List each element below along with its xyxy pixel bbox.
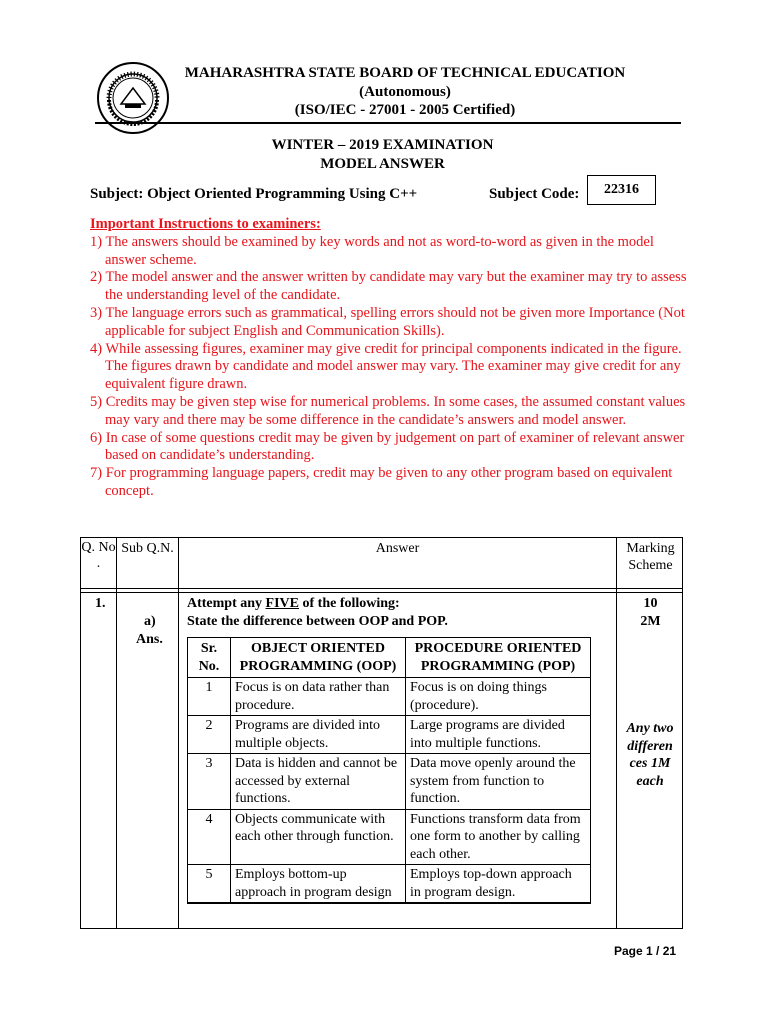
instruction-item: 6) In case of some questions credit may be given by judgement on part of examiner of relevant answer based on candidate’s understanding. — [90, 429, 685, 464]
row-sr: 4 — [188, 809, 231, 865]
header-rule — [95, 122, 681, 124]
marks-a: 2M — [640, 614, 661, 629]
row-pop: Data move openly around the system from function to function. — [406, 754, 591, 810]
row-sr: 5 — [188, 865, 231, 904]
question-number: 1. — [95, 596, 106, 611]
header-marking: Marking Scheme — [626, 541, 675, 573]
row-sr: 1 — [188, 678, 231, 716]
msbte-logo — [95, 60, 171, 136]
row-pop: Large programs are divided into multiple functions. — [406, 716, 591, 754]
instruction-item: 7) For programming language papers, credit may be given to any other program based on equivalent concept. — [90, 465, 673, 499]
row-pop: Functions transform data from one form to another by calling each other. — [406, 809, 591, 865]
table-row — [188, 754, 591, 810]
col-sr-header: Sr. No. — [188, 638, 231, 678]
board-name: MAHARASHTRA STATE BOARD OF TECHNICAL EDUCATION — [184, 65, 626, 81]
row-oop: Focus is on data rather than procedure. — [231, 678, 406, 716]
page-number: Page 1 / 21 — [614, 944, 677, 958]
row-sr: 3 — [188, 754, 231, 810]
row-pop: Employs top-down approach in program design. — [406, 865, 591, 904]
instructions — [90, 216, 690, 501]
header-answer: Answer — [375, 541, 420, 556]
subject-code-label: Subject Code: — [489, 186, 580, 202]
table-row — [188, 678, 591, 716]
instruction-item: 5) Credits may be given step wise for numerical problems. In some cases, the assumed constant values may vary and there may be some difference in the candidate’s answers and model answer. — [90, 393, 686, 428]
col-pop-header: PROCEDURE ORIENTED PROGRAMMING (POP) — [406, 638, 591, 678]
question-a: State the difference between OOP and POP. — [187, 614, 448, 629]
instruction-item: 3) The language errors such as grammatical, spelling errors should not be given more Importance (Not applicable for subject English and Communication Skills). — [90, 304, 685, 339]
answer-table — [80, 537, 683, 929]
ans-label: Ans. — [136, 632, 163, 647]
row-pop: Focus is on doing things (procedure). — [406, 678, 591, 716]
autonomous-label: (Autonomous) — [359, 84, 451, 100]
header-subqn: Sub Q.N. — [121, 541, 174, 556]
col-oop-header: OBJECT ORIENTED PROGRAMMING (OOP) — [231, 638, 406, 678]
row-oop: Objects communicate with each other through function. — [231, 809, 406, 865]
instruction-item: 2) The model answer and the answer written by candidate may vary but the examiner may try to assess the understanding level of the candidate. — [90, 269, 687, 304]
row-sr: 2 — [188, 716, 231, 754]
instructions-title: Important Instructions to examiners: — [90, 216, 321, 232]
table-row — [188, 809, 591, 865]
table-row — [188, 716, 591, 754]
exam-session: WINTER – 2019 EXAMINATION — [271, 137, 494, 153]
question-instruction: Attempt any FIVE of the following: — [187, 596, 400, 611]
certified-label: (ISO/IEC - 27001 - 2005 Certified) — [294, 102, 516, 118]
header-qno: Q. No . — [81, 540, 116, 571]
subject-code-box: 22316 — [587, 175, 656, 205]
doc-type: MODEL ANSWER — [320, 156, 445, 172]
table-row — [188, 865, 591, 904]
marks-total: 10 — [643, 596, 658, 611]
oop-pop-table — [187, 637, 591, 927]
row-oop: Programs are divided into multiple objects. — [231, 716, 406, 754]
instruction-item: 1) The answers should be examined by key words and not as word-to-word as given in the model answer scheme. — [90, 233, 654, 268]
marking-note: Any two differen ces 1M each — [626, 721, 674, 789]
instruction-item: 4) While assessing figures, examiner may give credit for principal components indicated in the figure. The figures drawn by candidate and model answer may vary. The examiner may give credit for any equivalent figure drawn. — [90, 340, 682, 393]
subject-title: Subject: Object Oriented Programming Using C++ — [90, 186, 418, 202]
row-oop: Data is hidden and cannot be accessed by external functions. — [231, 754, 406, 810]
sub-question: a) — [144, 614, 156, 629]
row-oop: Employs bottom-up approach in program design — [231, 865, 406, 904]
